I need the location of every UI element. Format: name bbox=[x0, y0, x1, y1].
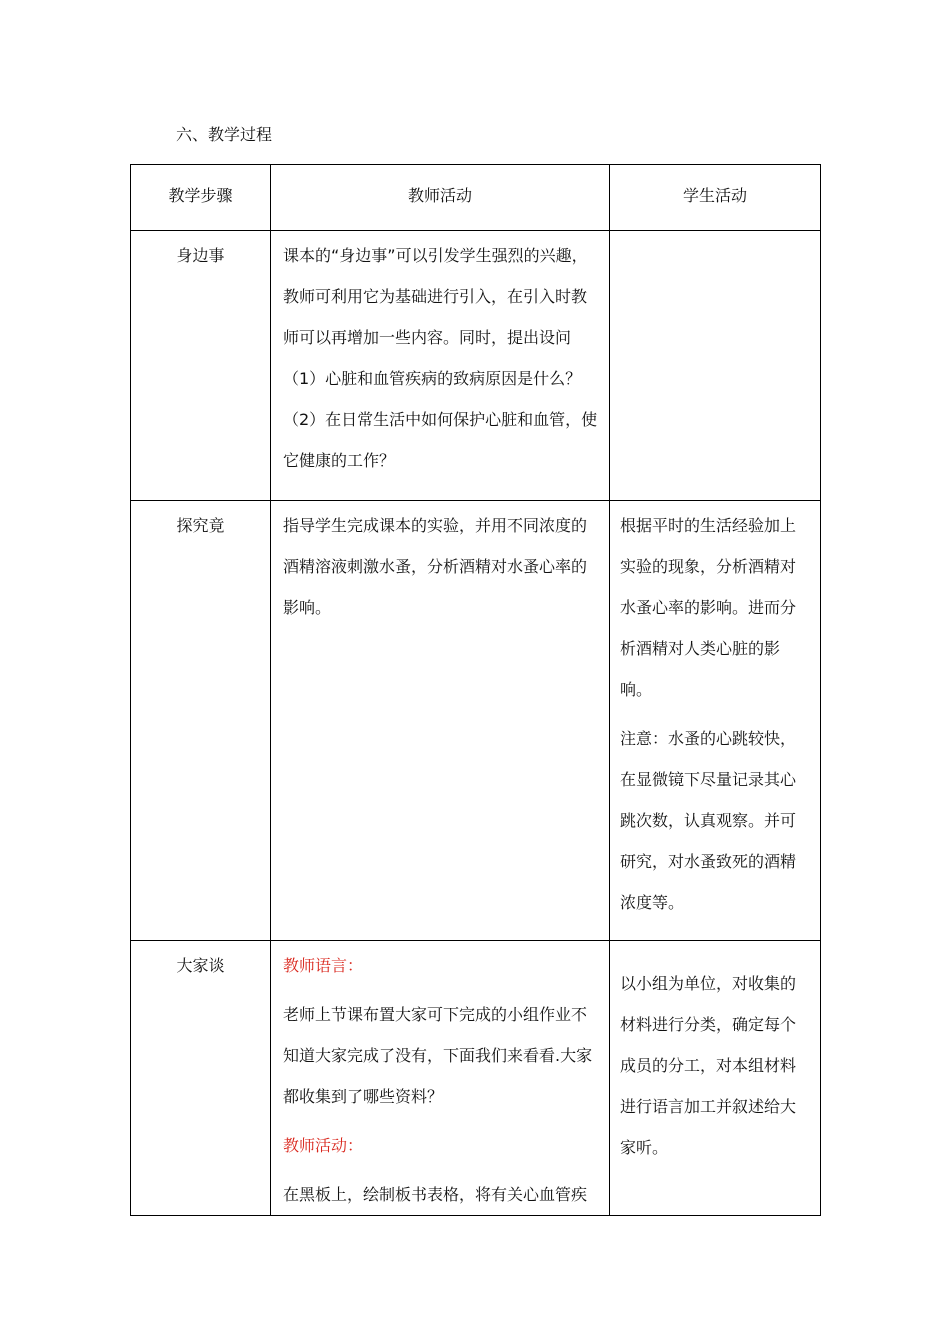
header-step: 教学步骤 bbox=[131, 165, 271, 231]
teacher-language-label: 教师语言： bbox=[283, 956, 364, 975]
student-activity-cell bbox=[610, 501, 821, 941]
teacher-activity-cell bbox=[271, 941, 610, 1216]
teacher-activity-cell: 课本的“身边事”可以引发学生强烈的兴趣，教师可利用它为基础进行引入，在引入时教师可以再增加一些内容。同时，提出设问（1）心脏和血管疾病的致病原因是什么？（2）在日常生活中如何保护心脏和血管，使它健康的工作？ bbox=[271, 231, 610, 501]
student-activity-cell: 以小组为单位，对收集的材料进行分类，确定每个成员的分工，对本组材料进行语言加工并叙述给大家听。 bbox=[610, 941, 821, 1216]
student-activity-text: 根据平时的生活经验加上实验的现象，分析酒精对水蚤心率的影响。进而分析酒精对人类心脏的影响。 bbox=[620, 516, 797, 699]
table-row bbox=[131, 231, 821, 501]
teacher-activity-label: 教师活动： bbox=[283, 1136, 364, 1155]
teacher-language-text: 老师上节课布置大家可下完成的小组作业不知道大家完成了没有，下面我们来看看.大家都收集到了哪些资料？ bbox=[283, 1005, 593, 1106]
step-cell: 大家谈 bbox=[131, 941, 271, 1216]
table-header-row bbox=[131, 165, 821, 231]
step-cell: 身边事 bbox=[131, 231, 271, 501]
table-row bbox=[131, 941, 821, 1216]
step-cell: 探究竟 bbox=[131, 501, 271, 941]
teacher-activity-cell: 指导学生完成课本的实验，并用不同浓度的酒精溶液刺激水蚤，分析酒精对水蚤心率的影响。 bbox=[271, 501, 610, 941]
header-student: 学生活动 bbox=[610, 165, 821, 231]
table-row bbox=[131, 501, 821, 941]
student-activity-cell bbox=[610, 231, 821, 501]
student-activity-note: 注意：水蚤的心跳较快，在显微镜下尽量记录其心跳次数，认真观察。并可研究，对水蚤致死的酒精浓度等。 bbox=[620, 729, 797, 912]
teaching-process-table bbox=[130, 164, 821, 1216]
teacher-activity-text: 在黑板上，绘制板书表格，将有关心血管疾 bbox=[283, 1185, 588, 1204]
header-teacher: 教师活动 bbox=[271, 165, 610, 231]
section-title: 六、教学过程 bbox=[176, 125, 273, 144]
